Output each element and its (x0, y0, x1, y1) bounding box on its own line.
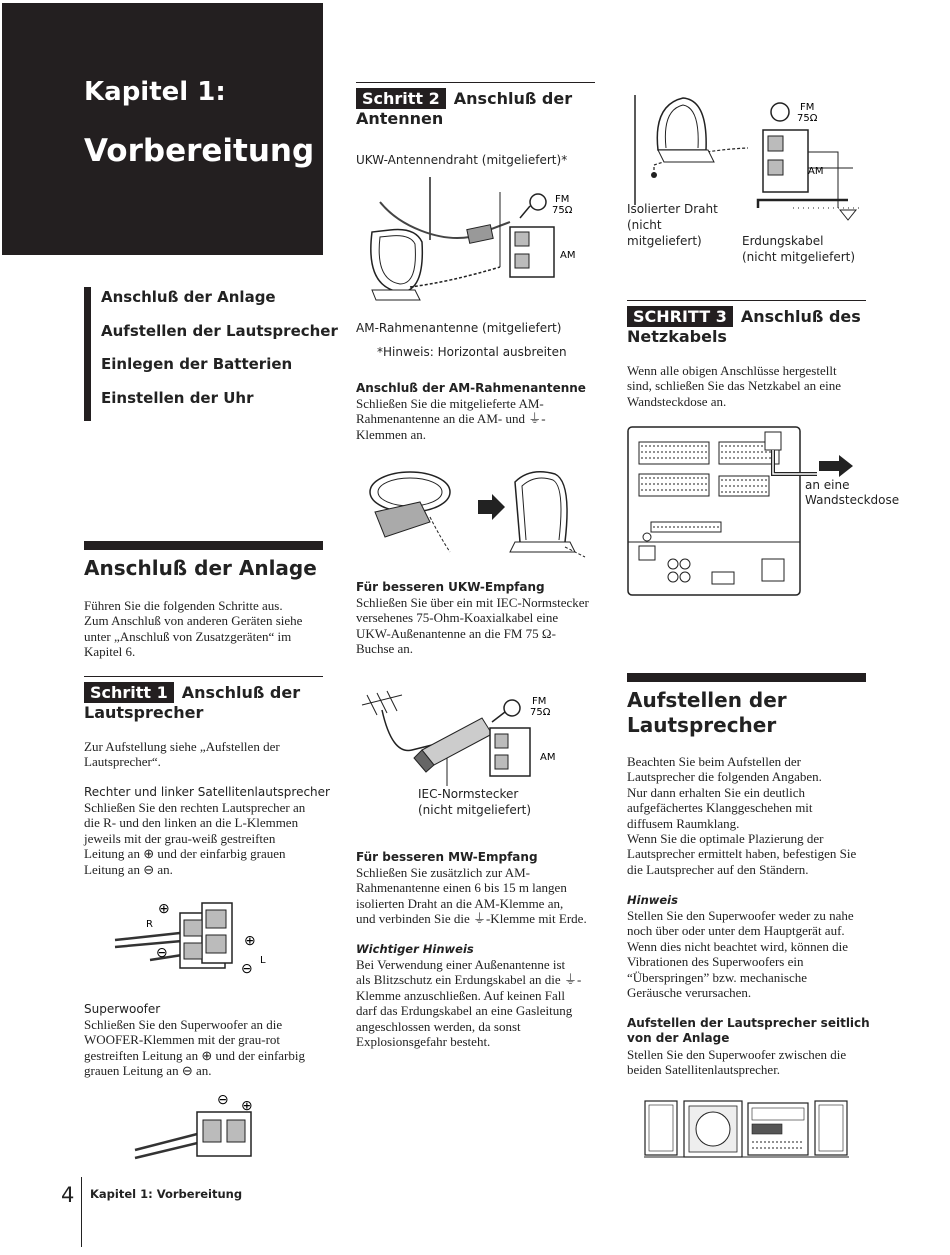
iec-label (418, 786, 531, 818)
text-line: Leitung an ⊕ und der einfarbig grauen (84, 846, 286, 862)
step-tag: SCHRITT 3 (627, 306, 733, 327)
text-line: Wenn alle obigen Anschlüsse hergestellt (627, 363, 837, 378)
text-line: und verbinden Sie die ⏚-Klemme mit Erde. (356, 911, 587, 927)
am-text (356, 396, 601, 442)
text-line: (nicht mitgeliefert) (742, 250, 856, 264)
am-loop-assembly-illustration (360, 462, 600, 562)
woofer-terminal-illustration (135, 1090, 275, 1170)
mw-heading: Für besseren MW-Empfang (356, 850, 538, 864)
minus-icon: ⊖ (156, 946, 168, 961)
section-title: Anschluß der Anlage (84, 556, 317, 580)
step-rule (627, 300, 866, 301)
text-line: noch über oder unter dem Hauptgerät auf. (627, 923, 845, 939)
text-line: Vibrationen des Superwoofers ein (627, 954, 804, 970)
am-label: AM (560, 250, 576, 261)
text-line: Schließen Sie über ein mit IEC-Normstecker (356, 595, 589, 610)
minus-icon: ⊖ (217, 1093, 229, 1108)
text-line: Lautsprecher die folgenden Angaben. (627, 769, 822, 785)
text-line: “Überspringen” bzw. mechanische (627, 969, 807, 985)
text-line: Explosionsgefahr besteht. (356, 1034, 491, 1050)
step-title: Anschluß der (453, 89, 573, 108)
text-line: Beachten Sie beim Aufstellen der (627, 754, 802, 769)
step3-text (627, 363, 872, 409)
plus-icon: ⊕ (241, 1099, 253, 1114)
section2-text (627, 754, 877, 877)
l-label: L (260, 955, 266, 966)
fm-impedance: 75Ω (797, 113, 818, 124)
text-line: IEC-Normstecker (418, 787, 519, 801)
text-line: beiden Satellitenlautsprecher. (627, 1062, 781, 1078)
insulated-wire-label (627, 201, 718, 249)
warning-heading: Wichtiger Hinweis (356, 942, 474, 956)
page-number: 4 (61, 1183, 75, 1207)
text-line: Schließen Sie die mitgelieferte AM- (356, 396, 544, 411)
footer-title: Kapitel 1: Vorbereitung (90, 1187, 243, 1201)
am-label: AM (808, 166, 824, 177)
side-placement-heading (627, 1016, 870, 1047)
toc-item[interactable]: Einstellen der Uhr (101, 388, 254, 407)
step-tag: Schritt 2 (356, 88, 446, 109)
text-line: Buchse an. (356, 641, 414, 657)
text-line: UKW-Außenantenne an die FM 75 Ω- (356, 625, 556, 641)
antenna-connection-illustration (360, 172, 600, 312)
fm-label: FM (555, 194, 570, 205)
step-title: Anschluß des (740, 307, 861, 326)
fm-impedance: 75Ω (552, 205, 573, 216)
fm-impedance: 75Ω (530, 707, 551, 718)
text-line: WOOFER-Klemmen mit der grau-rot (84, 1032, 281, 1048)
title-line: Aufstellen der (627, 688, 787, 712)
step3-heading (627, 307, 867, 347)
ukw-text (356, 595, 601, 657)
text-line: Klemmen an. (356, 426, 427, 442)
section-rule (627, 673, 866, 682)
warning-text (356, 957, 601, 1049)
text-line: gestreiften Leitung an ⊕ und der einfarbig (84, 1047, 305, 1063)
chapter-number: Kapitel 1: (84, 77, 226, 107)
step1-heading (84, 683, 324, 723)
am-heading: Anschluß der AM-Rahmenantenne (356, 381, 586, 395)
footer-rule (81, 1177, 82, 1247)
text-line: an eine (805, 478, 850, 492)
satellite-heading: Rechter und linker Satellitenlautsprecher (84, 785, 330, 799)
toc-item[interactable]: Anschluß der Anlage (101, 288, 276, 306)
text-line: die R- und den linken an die L-Klemmen (84, 815, 299, 831)
text-line: (nicht (627, 218, 662, 232)
speaker-arrangement-illustration (644, 1098, 854, 1160)
text-line: angeschlossen werden, da sonst (356, 1018, 521, 1034)
outlet-label (805, 478, 899, 508)
text-line: isolierten Draht an die AM-Klemme an, (356, 895, 564, 911)
text-line: Wandsteckdose an. (627, 393, 727, 409)
toc-item[interactable]: Einlegen der Batterien (101, 355, 293, 373)
text-line: Stellen Sie den Superwoofer weder zu nahe (627, 908, 854, 923)
text-line: Führen Sie die folgenden Schritte aus. (84, 598, 283, 613)
text-line: (nicht mitgeliefert) (418, 803, 532, 817)
text-line: Aufstellen der Lautsprecher seitlich (627, 1016, 870, 1030)
step-title: Netzkabels (627, 327, 727, 346)
fm-label: FM (800, 102, 815, 113)
text-line: Klemme anzuschließen. Auf keinen Fall (356, 987, 566, 1003)
text-line: Isolierter Draht (627, 202, 718, 216)
text-line: Geräusche verursachen. (627, 985, 752, 1001)
section-title (627, 688, 787, 738)
text-line: versehenes 75-Ohm-Koaxialkabel eine (356, 610, 559, 626)
text-line: Schließen Sie den Superwoofer an die (84, 1017, 283, 1032)
text-line: Wandsteckdose (805, 493, 900, 507)
text-line: Bei Verwendung einer Außenantenne ist (356, 957, 566, 972)
step-tag: Schritt 1 (84, 682, 174, 703)
text-line: Nur dann erhalten Sie ein deutlich (627, 784, 805, 800)
text-line: Schließen Sie zusätzlich zur AM- (356, 865, 531, 880)
title-line: Lautsprecher (627, 713, 777, 737)
text-line: Leitung an ⊖ an. (84, 861, 173, 877)
text-line: Lautsprecher ermittelt haben, befestigen Sie (627, 846, 857, 862)
text-line: diffusem Raumklang. (627, 815, 740, 831)
step-title: Antennen (356, 109, 444, 128)
text-line: Erdungskabel (742, 234, 824, 248)
text-line: jeweils mit der grau-weiß gestreiften (84, 830, 276, 846)
note: *Hinweis: Horizontal ausbreiten (377, 345, 567, 359)
am-antenna-label: AM-Rahmenantenne (mitgeliefert) (356, 321, 562, 335)
step-rule (84, 676, 323, 677)
text-line: aufgefächertes Klanggeschehen mit (627, 800, 813, 816)
text-line: Zur Aufstellung siehe „Aufstellen der (84, 739, 280, 754)
text-line: grauen Leitung an ⊖ an. (84, 1063, 212, 1079)
text-line: Rahmenantenne an die AM- und ⏚- (356, 411, 546, 427)
hint-heading: Hinweis (627, 893, 678, 907)
iec-plug-illustration (362, 690, 592, 790)
text-line: Wenn Sie die optimale Plazierung der (627, 831, 824, 847)
hint-text (627, 908, 877, 1000)
text-line: Zum Anschluß von anderen Geräten siehe (84, 613, 303, 629)
fm-label: FM (532, 696, 547, 707)
section-rule (84, 541, 323, 550)
speaker-terminal-illustration (110, 895, 280, 985)
text-line: sind, schließen Sie das Netzkabel an eine (627, 378, 842, 394)
toc-item[interactable]: Aufstellen der Lautsprecher (101, 321, 338, 340)
woofer-heading: Superwoofer (84, 1002, 161, 1016)
am-label: AM (540, 752, 556, 763)
step-title: Lautsprecher (84, 703, 204, 722)
text-line: von der Anlage (627, 1031, 730, 1046)
chapter-contents (84, 287, 338, 421)
satellite-text (84, 800, 324, 877)
text-line: als Blitzschutz ein Erdungskabel an die ⏚- (356, 972, 582, 988)
plus-icon: ⊕ (244, 934, 256, 949)
ukw-heading: Für besseren UKW-Empfang (356, 580, 545, 594)
text-line: Lautsprecher“. (84, 754, 161, 770)
rear-panel-illustration (627, 424, 857, 596)
text-line: darf das Erdungskabel an eine Gasleitung (356, 1003, 573, 1019)
step-rule (356, 82, 595, 83)
text-line: mitgeliefert) (627, 234, 702, 248)
text-line: Kapitel 6. (84, 644, 136, 660)
text-line: Stellen Sie den Superwoofer zwischen die (627, 1047, 847, 1062)
side-placement-text (627, 1047, 877, 1078)
text-line: Wenn dies nicht beachtet wird, können die (627, 938, 848, 954)
minus-icon: ⊖ (241, 962, 253, 977)
chapter-header (2, 3, 323, 255)
text-line: die Lautsprecher auf den Ständern. (627, 861, 809, 877)
step1-intro (84, 739, 324, 770)
earth-cable-label (742, 233, 855, 265)
woofer-text (84, 1017, 324, 1079)
text-line: Rahmenantenne einen 6 bis 15 m langen (356, 880, 567, 896)
text-line: unter „Anschluß von Zusatzgeräten“ im (84, 628, 292, 644)
r-label: R (146, 919, 153, 930)
step2-heading (356, 89, 596, 129)
section-intro (84, 598, 324, 660)
plus-icon: ⊕ (158, 902, 170, 917)
chapter-title: Vorbereitung (84, 133, 315, 169)
text-line: Schließen Sie den rechten Lautsprecher an (84, 800, 306, 815)
fm-wire-label: UKW-Antennendraht (mitgeliefert)* (356, 153, 568, 167)
step-title: Anschluß der (181, 683, 301, 702)
mw-text (356, 865, 601, 927)
